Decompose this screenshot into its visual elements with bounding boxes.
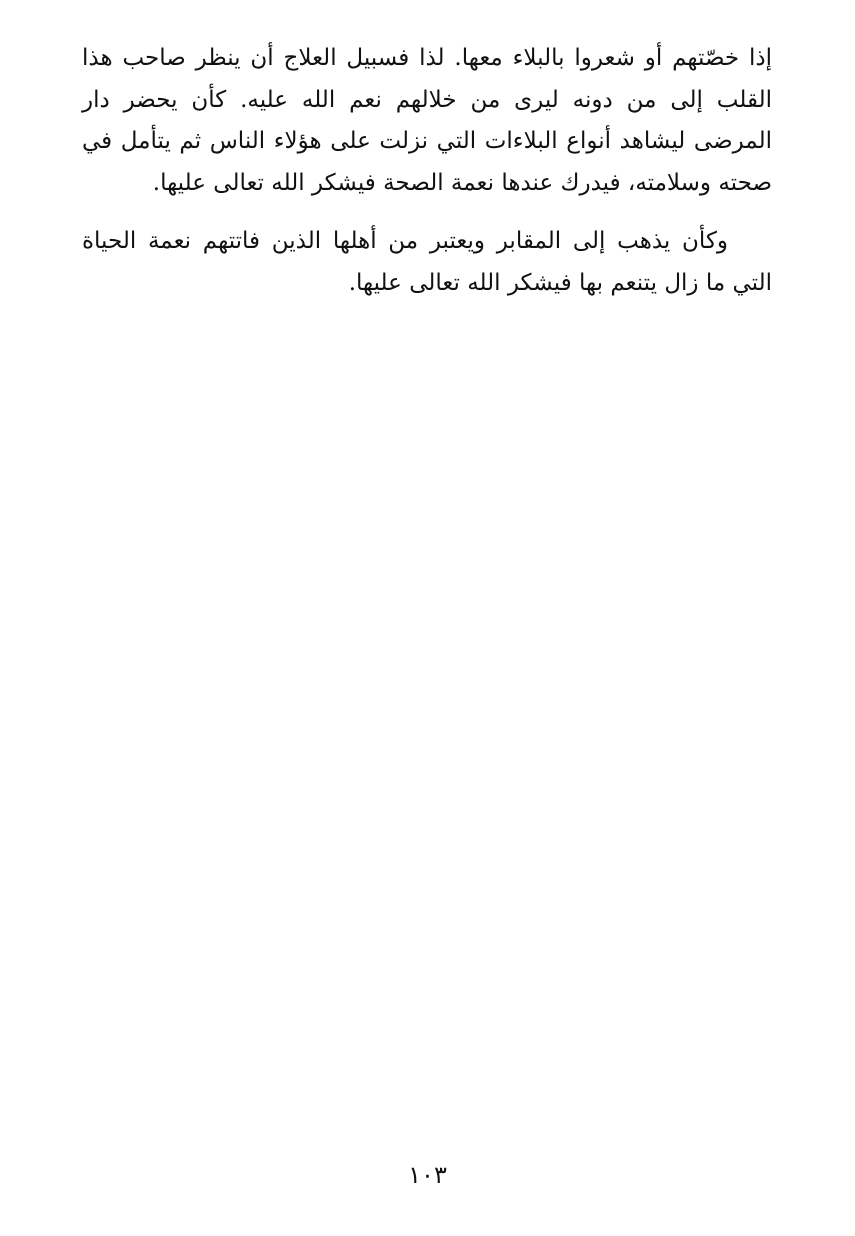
page-number: ١٠٣ <box>408 1161 447 1189</box>
body-paragraph-1: إذا خصّتهم أو شعروا بالبلاء معها. لذا فسبيل العلاج أن ينظر صاحب هذا القلب إلى من دونه ليرى من خلالهم نعم الله عليه. كأن يحضر دار المرضى ليشاهد أنواع البلاءات التي نزلت على هؤلاء الناس ثم يتأمل في صحته وسلامته، فيدرك عندها نعمة الصحة فيشكر الله تعالى عليها. <box>82 45 772 196</box>
body-paragraph-2: وكأن يذهب إلى المقابر ويعتبر من أهلها الذين فاتتهم نعمة الحياة التي ما زال يتنعم بها فيشكر الله تعالى عليها. <box>82 228 772 296</box>
